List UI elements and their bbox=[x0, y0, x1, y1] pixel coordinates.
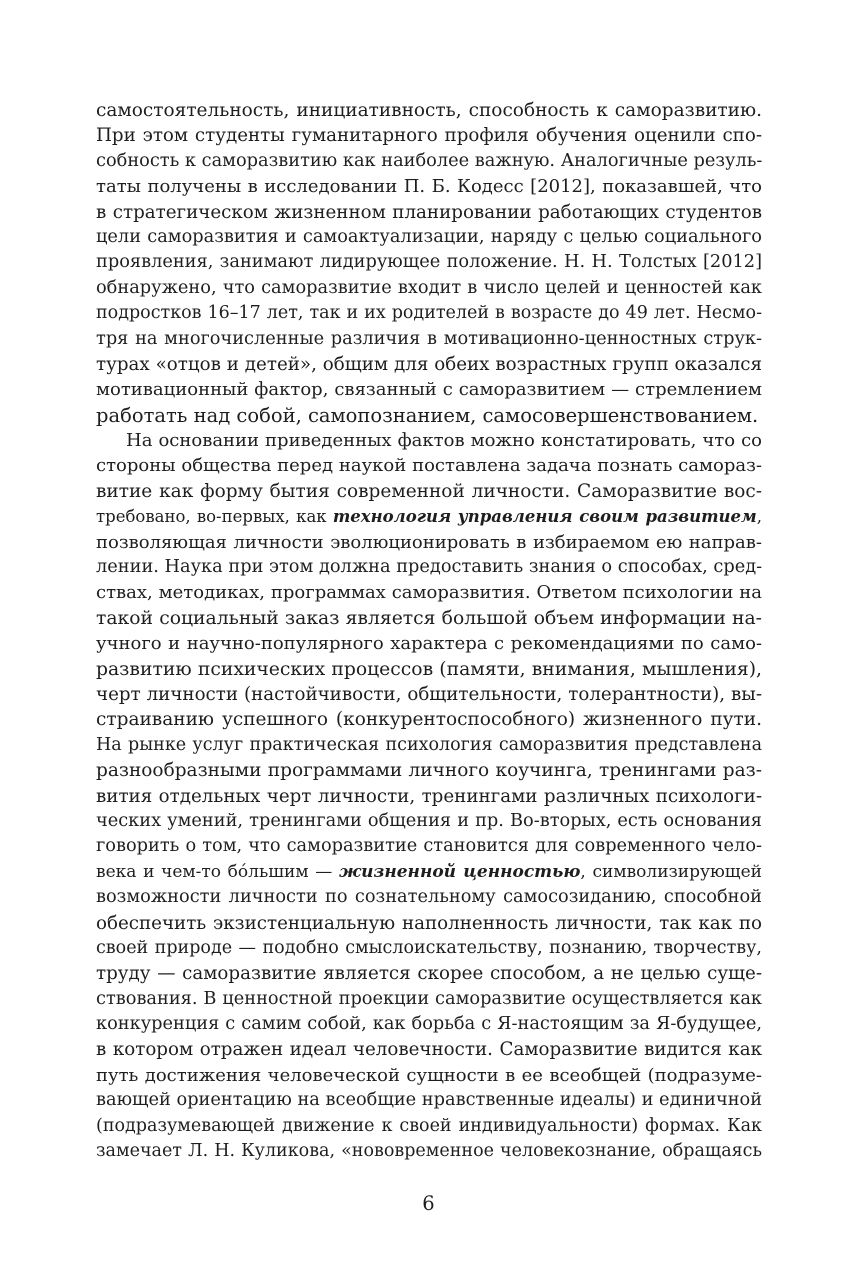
text-line: разнообразными программами личного коучинга, тренингами раз- bbox=[96, 760, 762, 782]
text-fragment: , символизирующей bbox=[580, 861, 763, 882]
text-line: проявления, занимают лидирующее положение. Н. Н. Толстых [2012] bbox=[96, 252, 762, 273]
text-line: (подразумевающей движение к своей индивидуальности) формах. Как bbox=[96, 1115, 762, 1136]
text-line: тря на многочисленные различия в мотивационно-ценностных струк- bbox=[96, 328, 762, 349]
text-line-with-emphasis bbox=[96, 860, 762, 885]
text-line: обнаружено, что саморазвитие входит в число целей и ценностей как bbox=[96, 277, 762, 298]
text-line: труду — саморазвитие является скорее способом, а не целью суще- bbox=[96, 963, 762, 985]
emphasis-technology: технология управления своим развитием bbox=[332, 507, 757, 527]
text-line: развитию психических процессов (памяти, внимания, мышления), bbox=[96, 658, 762, 680]
text-line: говорить о том, что саморазвитие становится для современного чело- bbox=[96, 836, 762, 857]
text-line: своей природе — подобно смыслоискательству, познанию, творчеству, bbox=[96, 937, 762, 958]
text-line: замечает Л. Н. Куликова, «нововременное человекознание, обращаясь bbox=[96, 1141, 762, 1162]
text-line: черт личности (настойчивости, общительности, толерантности), вы- bbox=[96, 683, 762, 705]
text-line: в стратегическом жизненном планировании работающих студентов bbox=[96, 201, 762, 223]
text-line: собность к саморазвитию как наиболее важную. Аналогичные резуль- bbox=[96, 150, 763, 171]
text-line: подростков 16–17 лет, так и их родителей в возрасте до 49 лет. Несмо- bbox=[96, 303, 762, 324]
text-line: ствования. В ценностной проекции саморазвитие осуществляется как bbox=[96, 988, 762, 1009]
text-line: позволяющая личности эволюционировать в избираемом ею направ- bbox=[96, 531, 762, 553]
text-line: путь достижения человеческой сущности в ее всеобщей (подразуме- bbox=[96, 1064, 762, 1086]
text-fragment: требовано, во-первых, как bbox=[96, 507, 333, 527]
body-text bbox=[96, 98, 762, 1164]
paragraph-1 bbox=[96, 98, 762, 428]
text-line: цели саморазвития и самоактуализации, наряду с целью социального bbox=[96, 226, 762, 247]
text-line: ческих умений, тренингами общения и пр. Во-вторых, есть основания bbox=[96, 810, 762, 831]
text-line: такой социальный заказ является большой объем информации на- bbox=[96, 607, 762, 629]
text-line: вития отдельных черт личности, тренингами различных психологи- bbox=[96, 785, 762, 807]
text-line: мотивационный фактор, связанный с саморазвитием — стремлением bbox=[96, 379, 762, 401]
text-line: самостоятельность, инициативность, способность к саморазвитию. bbox=[96, 100, 762, 121]
text-line: лении. Наука при этом должна предоставить знания о способах, сред- bbox=[96, 557, 763, 578]
text-line: витие как форму бытия современной личности. Саморазвитие вос- bbox=[96, 480, 762, 502]
text-line: учного и научно-популярного характера с рекомендациями по само- bbox=[96, 633, 762, 655]
text-line-with-emphasis bbox=[96, 504, 762, 529]
text-line: стороны общества перед наукой поставлена задача познать самораз- bbox=[96, 455, 762, 477]
text-line: конкуренция с самим собой, как борьба с Я-настоящим за Я-будущее, bbox=[96, 1014, 762, 1035]
text-line: На рынке услуг практическая психология саморазвития представлена bbox=[96, 734, 762, 755]
text-line: работать над собой, самопознанием, самосовершенствованием. bbox=[96, 403, 759, 427]
page-number: 6 bbox=[422, 1192, 435, 1215]
text-line: турах «отцов и детей», общим для обеих возрастных групп оказался bbox=[96, 353, 762, 375]
text-line: ствах, методиках, программах саморазвития. Ответом психологии на bbox=[96, 582, 762, 604]
text-line: возможности личности по сознательному самосозиданию, способной bbox=[96, 887, 762, 908]
text-line: На основании приведенных фактов можно констатировать, что со bbox=[126, 430, 762, 452]
emphasis-life-value: жизненной ценностью bbox=[338, 861, 581, 882]
text-fragment: , bbox=[756, 507, 762, 527]
text-line: в котором отражен идеал человечности. Саморазвитие видится как bbox=[96, 1039, 762, 1061]
text-line: При этом студенты гуманитарного профиля обучения оценили спо- bbox=[96, 125, 762, 147]
text-line: вающей ориентацию на всеобщие нравственные идеалы) и единичной bbox=[96, 1090, 763, 1111]
paragraph-2 bbox=[96, 428, 762, 1164]
text-line: страиванию успешного (конкурентоспособного) жизненного пути. bbox=[96, 709, 762, 731]
text-fragment: века и чем-то бóльшим — bbox=[96, 861, 339, 882]
text-line: таты получены в исследовании П. Б. Кодесс [2012], показавшей, что bbox=[96, 176, 762, 198]
text-line: обеспечить экзистенциальную наполненность личности, так как по bbox=[96, 912, 762, 934]
